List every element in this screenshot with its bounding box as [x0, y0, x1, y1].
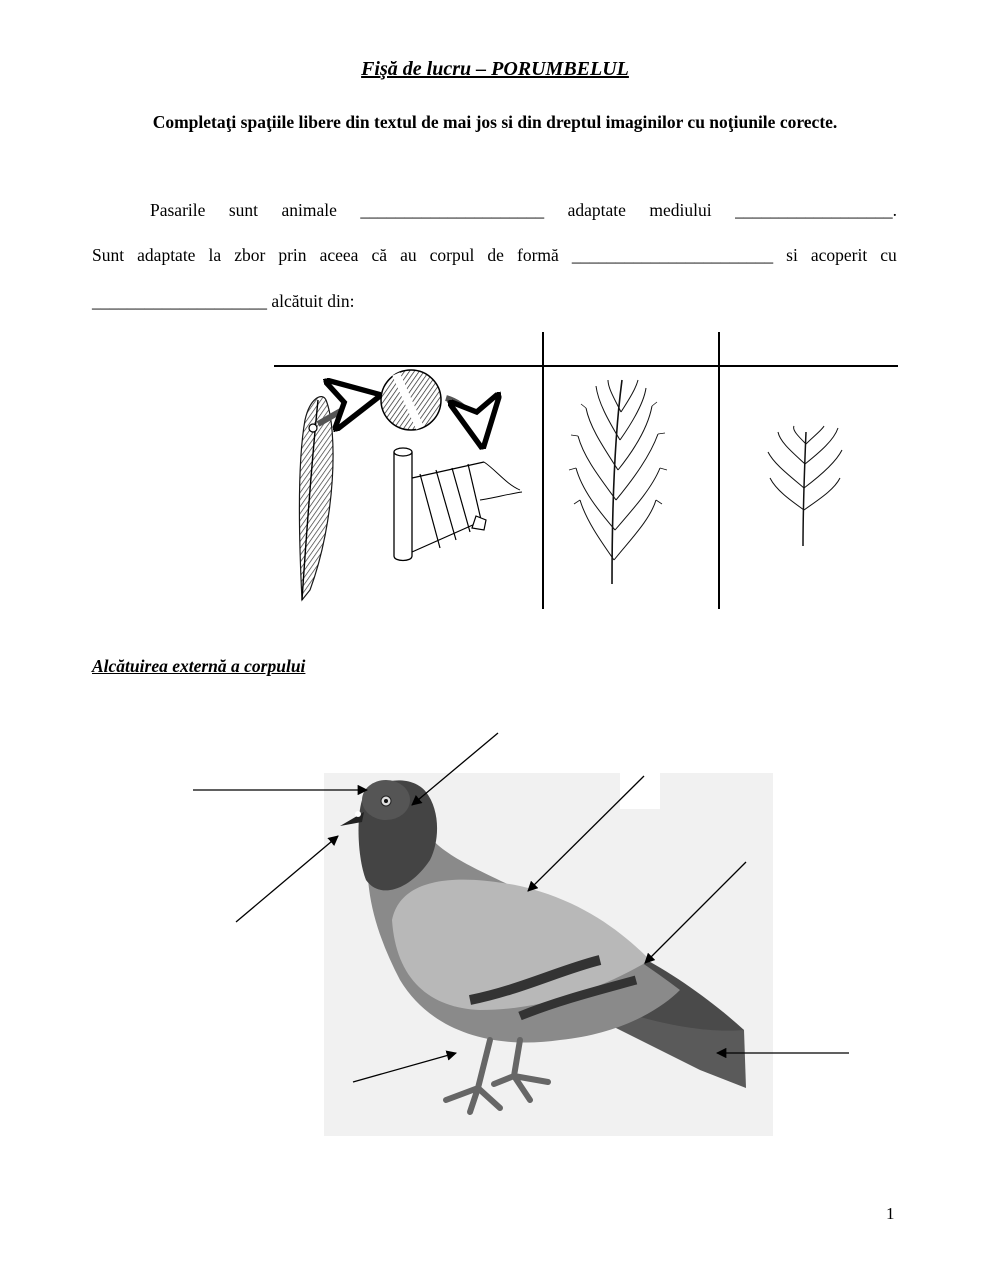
page-title: Fişă de lucru – PORUMBELUL — [361, 58, 629, 80]
word: au — [400, 245, 417, 265]
line3-text: alcătuit din: — [267, 291, 355, 311]
word: zbor — [234, 245, 266, 265]
word: si — [786, 245, 798, 265]
word: la — [208, 245, 222, 265]
page-number: 1 — [886, 1204, 895, 1223]
word: că — [371, 245, 388, 265]
blank-field[interactable]: _____________________ — [360, 200, 545, 220]
word: acoperit — [810, 245, 868, 265]
word: mediului — [649, 200, 712, 220]
word: Sunt — [92, 245, 125, 265]
instructions: Completaţi spaţiile libere din textul de mai jos si din dreptul imaginilor cu noţiunile corecte. — [152, 112, 838, 132]
word: corpul — [429, 245, 475, 265]
word: sunt — [228, 200, 259, 220]
word: adaptate — [567, 200, 626, 220]
word: de — [487, 245, 504, 265]
word: Pasarile — [150, 200, 206, 220]
word: cu — [880, 245, 897, 265]
section-title: Alcătuirea externă a corpului — [92, 656, 306, 676]
word: formă — [517, 245, 559, 265]
word: aceea — [319, 245, 359, 265]
word: animale — [281, 200, 337, 220]
pigeon-image — [324, 773, 773, 1136]
word: adaptate — [137, 245, 196, 265]
down-feather-image — [569, 380, 667, 584]
blank-field[interactable]: _______________________ — [571, 245, 774, 265]
blank-feather-cover[interactable]: ____________________ — [92, 291, 267, 311]
filoplume-feather-image — [768, 426, 842, 546]
blank-field[interactable]: __________________. — [735, 200, 897, 220]
arrow-beak — [236, 836, 338, 922]
word: prin — [278, 245, 307, 265]
contour-feather-image — [299, 370, 522, 600]
